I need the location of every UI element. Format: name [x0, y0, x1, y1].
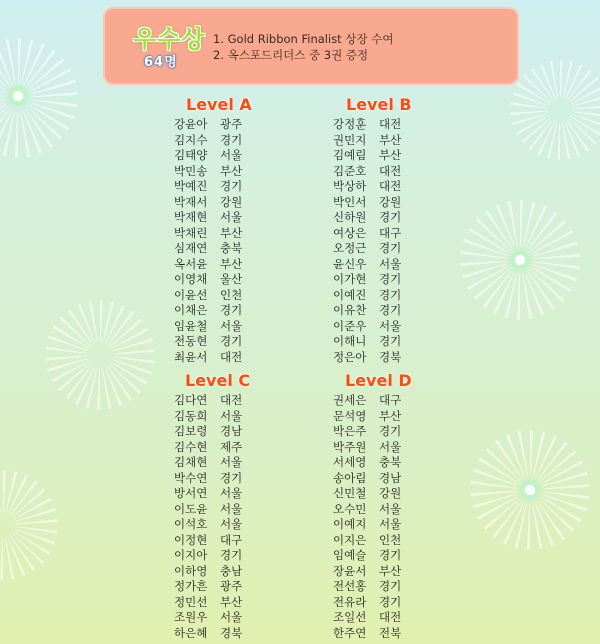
- list-item: [333, 455, 401, 471]
- level-a-list: [174, 117, 242, 365]
- student-name: 강정훈: [333, 117, 367, 131]
- list-item: [174, 303, 242, 319]
- list-item: [174, 610, 242, 626]
- student-region: 경기: [220, 179, 243, 193]
- list-item: [333, 257, 401, 273]
- list-item: [333, 409, 401, 425]
- list-item: [333, 579, 401, 595]
- level-b-heading: Level B: [346, 95, 412, 114]
- student-name: 옥서윤: [174, 256, 208, 271]
- decor-flower-core: [6, 84, 30, 108]
- list-item: [333, 393, 401, 409]
- list-item: [174, 548, 242, 564]
- student-region: 광주: [220, 117, 243, 131]
- student-name: 이준우: [333, 318, 367, 333]
- student-region: 서울: [379, 501, 402, 516]
- student-region: 서울: [379, 517, 402, 531]
- student-region: 충남: [220, 563, 243, 578]
- student-name: 김동희: [174, 408, 208, 423]
- student-name: 최윤서: [174, 349, 208, 364]
- list-item: [174, 517, 242, 533]
- student-region: 울산: [220, 272, 243, 286]
- student-name: 여상은: [333, 225, 367, 240]
- student-region: 경기: [379, 287, 402, 302]
- decor-flower-left-mid: [45, 300, 155, 410]
- student-region: 대구: [379, 393, 402, 407]
- student-name: 이유찬: [333, 303, 367, 317]
- student-name: 임예슬: [333, 548, 367, 562]
- student-name: 방서연: [174, 486, 208, 500]
- student-name: 권세은: [333, 393, 367, 407]
- level-c-list: [174, 393, 242, 641]
- student-region: 인천: [220, 287, 243, 302]
- list-item: [333, 517, 401, 533]
- student-region: 서울: [220, 610, 243, 624]
- student-region: 충북: [379, 455, 402, 469]
- student-name: 윤신우: [333, 256, 367, 271]
- award-title: 우수상: [133, 25, 206, 53]
- student-name: 박예진: [174, 179, 208, 193]
- student-name: 이예진: [333, 287, 367, 302]
- student-region: 경기: [379, 334, 402, 348]
- student-name: 임윤철: [174, 318, 208, 333]
- student-name: 박상하: [333, 179, 367, 193]
- student-name: 전유라: [333, 594, 367, 609]
- list-item: [333, 502, 401, 518]
- student-name: 송아림: [333, 470, 367, 485]
- list-item: [333, 626, 401, 642]
- student-name: 오정근: [333, 241, 367, 255]
- student-region: 부산: [379, 408, 402, 423]
- student-name: 조원우: [174, 610, 208, 624]
- list-item: [174, 257, 242, 273]
- student-region: 경북: [220, 625, 243, 640]
- student-region: 경기: [220, 470, 243, 485]
- level-a-heading: Level A: [186, 95, 252, 114]
- student-region: 경기: [220, 548, 243, 562]
- list-item: [333, 195, 401, 211]
- level-d-heading: Level D: [345, 371, 412, 390]
- student-region: 서울: [379, 439, 402, 454]
- student-name: 김준호: [333, 163, 367, 178]
- student-name: 이석호: [174, 517, 208, 531]
- list-item: [174, 533, 242, 549]
- student-region: 충북: [220, 241, 243, 255]
- student-region: 대구: [379, 225, 402, 240]
- student-name: 김수현: [174, 439, 208, 454]
- student-name: 박주원: [333, 439, 367, 454]
- student-region: 제주: [220, 439, 243, 454]
- decor-flower-core: [518, 478, 542, 502]
- student-name: 김채현: [174, 455, 208, 469]
- award-count: 64명: [144, 55, 178, 70]
- student-name: 박인서: [333, 194, 367, 209]
- student-region: 경기: [379, 424, 402, 438]
- student-name: 전선홍: [333, 579, 367, 593]
- student-region: 경남: [379, 470, 402, 485]
- student-region: 부산: [220, 163, 243, 178]
- list-item: [174, 148, 242, 164]
- student-name: 신민철: [333, 486, 367, 500]
- list-item: [333, 548, 401, 564]
- student-name: 하은혜: [174, 625, 208, 640]
- student-name: 문석영: [333, 408, 367, 423]
- decor-flower-right-top: [510, 60, 600, 160]
- list-item: [174, 133, 242, 149]
- student-name: 박재서: [174, 194, 208, 209]
- prize-item: 1. Gold Ribbon Finalist 상장 수여: [213, 32, 394, 46]
- student-name: 이채은: [174, 303, 208, 317]
- student-name: 김태양: [174, 148, 208, 162]
- level-d-list: [333, 393, 401, 641]
- student-region: 경기: [379, 548, 402, 562]
- student-name: 이도윤: [174, 501, 208, 516]
- student-region: 서울: [220, 318, 243, 333]
- student-region: 강원: [220, 194, 243, 209]
- list-item: [333, 564, 401, 580]
- student-region: 부산: [379, 563, 402, 578]
- list-item: [174, 564, 242, 580]
- list-item: [174, 117, 242, 133]
- list-item: [174, 440, 242, 456]
- student-region: 경기: [379, 272, 402, 286]
- student-region: 대전: [379, 117, 402, 131]
- student-region: 경기: [379, 303, 402, 317]
- student-region: 부산: [220, 225, 243, 240]
- student-region: 부산: [220, 594, 243, 609]
- student-region: 전북: [379, 625, 402, 640]
- student-name: 정가흔: [174, 579, 208, 593]
- student-region: 경기: [379, 210, 402, 224]
- student-name: 이영채: [174, 272, 208, 286]
- student-region: 대구: [220, 532, 243, 547]
- student-region: 서울: [220, 210, 243, 224]
- list-item: [333, 226, 401, 242]
- student-region: 서울: [220, 517, 243, 531]
- student-name: 조일선: [333, 610, 367, 624]
- list-item: [333, 595, 401, 611]
- student-name: 권민지: [333, 132, 367, 147]
- list-item: [333, 210, 401, 226]
- list-item: [333, 117, 401, 133]
- student-region: 강원: [379, 194, 402, 209]
- list-item: [174, 455, 242, 471]
- student-name: 강윤아: [174, 117, 208, 131]
- student-region: 광주: [220, 579, 243, 593]
- list-item: [174, 179, 242, 195]
- list-item: [333, 303, 401, 319]
- list-item: [174, 502, 242, 518]
- list-item: [333, 424, 401, 440]
- student-region: 경기: [220, 303, 243, 317]
- list-item: [174, 288, 242, 304]
- list-item: [333, 486, 401, 502]
- student-name: 이하영: [174, 563, 208, 578]
- student-region: 대전: [379, 163, 402, 178]
- level-b-list: [333, 117, 401, 365]
- student-region: 서울: [220, 455, 243, 469]
- list-item: [174, 471, 242, 487]
- student-name: 이지아: [174, 548, 208, 562]
- list-item: [174, 210, 242, 226]
- student-name: 김지수: [174, 132, 208, 147]
- student-region: 서울: [220, 408, 243, 423]
- student-name: 박은주: [333, 424, 367, 438]
- list-item: [333, 179, 401, 195]
- list-item: [174, 226, 242, 242]
- list-item: [174, 164, 242, 180]
- student-region: 서울: [220, 501, 243, 516]
- student-name: 정민선: [174, 594, 208, 609]
- list-item: [174, 579, 242, 595]
- student-region: 대전: [379, 179, 402, 193]
- decor-flower-left-bottom: [0, 470, 58, 580]
- list-item: [174, 595, 242, 611]
- student-region: 인천: [379, 532, 402, 547]
- student-name: 이가현: [333, 272, 367, 286]
- student-region: 서울: [220, 486, 243, 500]
- student-region: 경북: [379, 349, 402, 364]
- student-name: 김다연: [174, 393, 208, 407]
- list-item: [174, 350, 242, 366]
- student-name: 이정현: [174, 532, 208, 547]
- list-item: [333, 350, 401, 366]
- student-region: 대전: [220, 393, 243, 407]
- student-name: 김예림: [333, 148, 367, 162]
- student-name: 한주연: [333, 625, 367, 640]
- list-item: [174, 393, 242, 409]
- prize-item: 2. 옥스포드리더스 중 3권 증정: [213, 48, 369, 62]
- list-item: [174, 424, 242, 440]
- list-item: [333, 610, 401, 626]
- list-item: [174, 486, 242, 502]
- list-item: [174, 319, 242, 335]
- student-region: 서울: [379, 256, 402, 271]
- list-item: [333, 241, 401, 257]
- student-name: 오수민: [333, 501, 367, 516]
- student-region: 부산: [379, 132, 402, 147]
- student-region: 부산: [379, 148, 402, 162]
- student-region: 부산: [220, 256, 243, 271]
- list-item: [333, 272, 401, 288]
- list-item: [174, 195, 242, 211]
- student-name: 서세영: [333, 455, 367, 469]
- student-name: 이예지: [333, 517, 367, 531]
- list-item: [333, 133, 401, 149]
- student-name: 김보령: [174, 424, 208, 438]
- student-name: 이지은: [333, 532, 367, 547]
- list-item: [174, 409, 242, 425]
- list-item: [174, 241, 242, 257]
- list-item: [333, 148, 401, 164]
- award-banner: [103, 7, 519, 85]
- student-name: 박채린: [174, 225, 208, 240]
- student-name: 이윤선: [174, 287, 208, 302]
- list-item: [333, 319, 401, 335]
- student-region: 경기: [379, 594, 402, 609]
- student-region: 대전: [220, 349, 243, 364]
- student-region: 서울: [220, 148, 243, 162]
- student-name: 장윤서: [333, 563, 367, 578]
- student-name: 박재현: [174, 210, 208, 224]
- list-item: [333, 533, 401, 549]
- student-region: 경기: [379, 241, 402, 255]
- prize-list: [213, 31, 393, 63]
- student-name: 박민송: [174, 163, 208, 178]
- list-item: [333, 164, 401, 180]
- student-name: 전동현: [174, 334, 208, 348]
- decor-flower-core: [508, 248, 532, 272]
- list-item: [174, 626, 242, 642]
- student-region: 대전: [379, 610, 402, 624]
- student-name: 이해니: [333, 334, 367, 348]
- list-item: [174, 272, 242, 288]
- student-region: 경기: [379, 579, 402, 593]
- student-name: 심재연: [174, 241, 208, 255]
- list-item: [333, 334, 401, 350]
- level-c-heading: Level C: [185, 371, 251, 390]
- student-region: 강원: [379, 486, 402, 500]
- student-region: 경기: [220, 334, 243, 348]
- student-name: 박수연: [174, 470, 208, 485]
- student-region: 경기: [220, 132, 243, 147]
- student-region: 경남: [220, 424, 243, 438]
- list-item: [333, 471, 401, 487]
- list-item: [174, 334, 242, 350]
- list-item: [333, 288, 401, 304]
- student-region: 서울: [379, 318, 402, 333]
- list-item: [333, 440, 401, 456]
- student-name: 정은아: [333, 349, 367, 364]
- student-name: 신하원: [333, 210, 367, 224]
